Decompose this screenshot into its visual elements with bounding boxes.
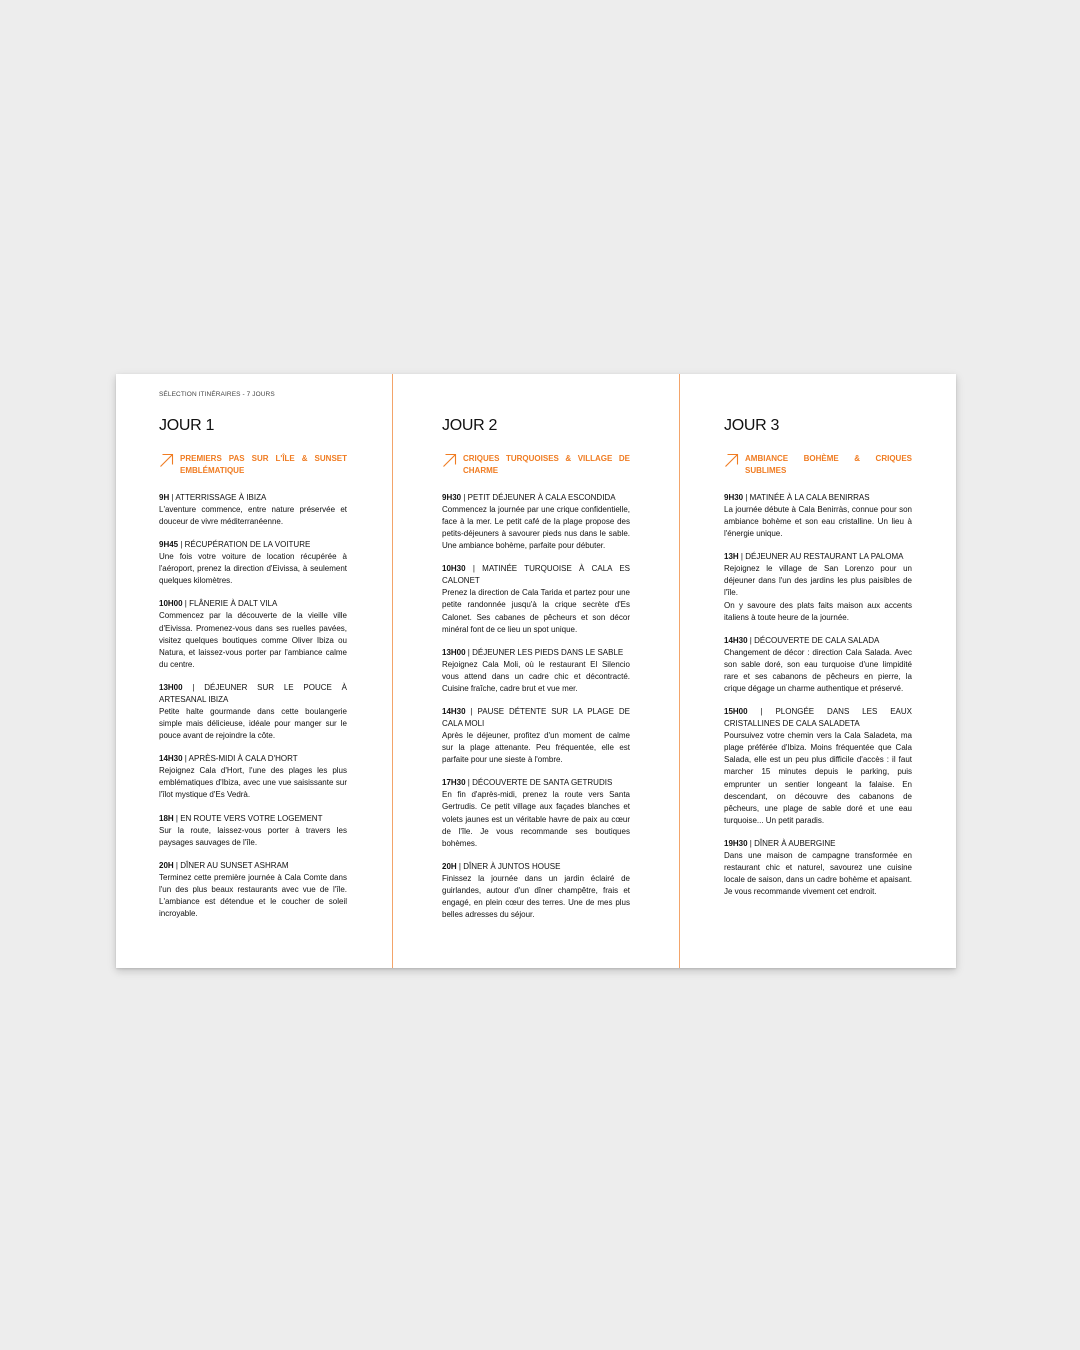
day-title: JOUR 2 (442, 417, 498, 434)
entry-label: | EN ROUTE VERS VOTRE LOGEMENT (173, 813, 323, 823)
entry-label: | MATINÉE TURQUOISE À CALA ES CALONET (442, 564, 630, 586)
entry-time: 19H30 (724, 838, 748, 848)
day-theme (442, 453, 630, 477)
entry-label: | PAUSE DÉTENTE SUR LA PLAGE DE CALA MOLI (442, 707, 630, 729)
entry-time: 17H30 (442, 778, 466, 788)
entry-heading (442, 647, 630, 659)
itinerary-entry (724, 492, 912, 540)
entry-heading (724, 635, 912, 647)
entry-heading (724, 706, 912, 730)
entry-heading (442, 777, 630, 789)
entry-time: 18H (159, 813, 174, 823)
entry-label: | APRÈS-MIDI À CALA D'HORT (182, 754, 298, 764)
entry-heading (159, 813, 347, 825)
entry-description: Après le déjeuner, profitez d'un moment de calme sur la plage attenante. Peu fréquentée, elle est parfaite pour une sieste à l'ombre. (442, 731, 630, 765)
column-divider (392, 374, 393, 968)
entry-heading (159, 682, 347, 706)
entry-description: Rejoignez Cala Moli, où le restaurant El Silencio vous attend dans un cadre chic et décontracté. Cuisine fraîche, cadre brut et vue mer. (442, 659, 630, 693)
entry-heading (159, 539, 347, 551)
entry-time: 13H00 (159, 682, 183, 692)
entry-heading (159, 753, 347, 765)
itinerary-entry (442, 492, 630, 552)
entry-time: 9H30 (442, 493, 462, 502)
day-theme (159, 453, 347, 477)
day-column-3 (724, 416, 912, 909)
itinerary-entry (159, 682, 347, 742)
entry-time: 20H (442, 861, 457, 871)
itinerary-entry (159, 539, 347, 587)
itinerary-entry (442, 706, 630, 766)
entry-label: | PETIT DÉJEUNER À CALA ESCONDIDA (461, 493, 616, 502)
itinerary-entry (724, 838, 912, 898)
entry-time: 13H00 (442, 647, 466, 657)
entry-description: Commencez la journée par une crique confidentielle, face à la mer. Le petit café de la plage propose des petits-déjeuners à savourer pieds nus dans le sable. Une ambiance bohème, parfaite pour débuter. (442, 505, 630, 551)
entry-description: Sur la route, laissez-vous porter à travers les paysages sauvages de l'île. (159, 825, 347, 847)
entry-label: | MATINÉE À LA CALA BENIRRAS (743, 493, 870, 502)
entry-label: | DÎNER À AUBERGINE (747, 838, 836, 848)
day-theme-text: PREMIERS PAS SUR L'ÎLE & SUNSET EMBLÉMATIQUE (180, 454, 347, 475)
itinerary-entry (159, 813, 347, 849)
entry-label: | DÉJEUNER LES PIEDS DANS LE SABLE (465, 647, 624, 657)
entry-time: 14H30 (442, 707, 466, 717)
entry-time: 15H00 (724, 707, 748, 717)
entry-description: Petite halte gourmande dans cette boulangerie simple mais délicieuse, idéale pour manger sur le pouce avant de rejoindre la côte. (159, 706, 347, 741)
itinerary-entry (159, 753, 347, 801)
entry-description: Poursuivez votre chemin vers la Cala Saladeta, ma plage préférée d'Ibiza. Moins fréquentée que Cala Salada, elle est un peu plus difficile d'accès : il faut marcher 15 minutes depuis le parking, puis emprunter un sentier longeant la falaise. En descendant, on découvre des cabanons de pêcheurs, une plage de sable doré et une eau turquoise... Un petit paradis. (724, 731, 912, 825)
entry-description: L'aventure commence, entre nature préservée et douceur de vivre méditerranéenne. (159, 505, 347, 527)
itinerary-entry (159, 860, 347, 920)
entry-label: | RÉCUPÉRATION DE LA VOITURE (178, 540, 311, 550)
day-theme-text: AMBIANCE BOHÈME & CRIQUES SUBLIMES (745, 454, 912, 475)
entry-heading (724, 492, 912, 504)
day-title: JOUR 1 (159, 417, 215, 434)
entry-heading (159, 860, 347, 872)
entry-heading (724, 551, 912, 563)
entry-description: Rejoignez Cala d'Hort, l'une des plages les plus emblématiques d'Ibiza, avec une vue saisissante sur l'îlot mystique d'Es Vedrà. (159, 766, 347, 800)
itinerary-entry (442, 647, 630, 695)
entry-label: | DÉCOUVERTE DE SANTA GETRUDIS (465, 778, 613, 788)
itinerary-entry (442, 563, 630, 635)
arrow-up-right-icon (724, 453, 739, 468)
entry-heading (442, 861, 630, 873)
day-theme-text: CRIQUES TURQUOISES & VILLAGE DE CHARME (463, 454, 630, 475)
entry-time: 9H30 (724, 493, 744, 502)
arrow-up-right-icon (159, 453, 174, 468)
entry-label: | DÎNER À JUNTOS HOUSE (456, 861, 561, 871)
entry-label: | DÉJEUNER AU RESTAURANT LA PALOMA (738, 552, 904, 562)
entry-description: La journée débute à Cala Benirràs, connue pour son ambiance bohème et son eau cristalline. Un lieu à l'énergie unique. (724, 505, 912, 539)
entry-label: | DÎNER AU SUNSET ASHRAM (173, 860, 289, 870)
entry-description: Dans une maison de campagne transformée en restaurant chic et naturel, savourez une cuisine locale de saison, dans un cadre bohème et apaisant. Je vous recommande vivement cet endroit. (724, 850, 912, 897)
entry-description: En fin d'après-midi, prenez la route vers Santa Gertrudis. Ce petit village aux façades blanches et volets jaunes est un véritable havre de paix au cœur de l'île. Je vous recommande ses boutiques bohèmes. (442, 790, 630, 848)
entry-label: | FLÂNERIE À DALT VILA (182, 599, 278, 609)
entry-heading (442, 706, 630, 730)
entry-time: 10H00 (159, 599, 183, 609)
entry-description: Une fois votre voiture de location récupérée à l'aéroport, prenez la direction d'Eivissa, à seulement quelques kilomètres. (159, 552, 347, 586)
entry-description: Commencez par la découverte de la vieille ville d'Eivissa. Promenez-vous dans ses ruelles pavées, visitez quelques boutiques comme Oliver Ibiza ou Natura, et laissez-vous porter par l'ambiance calme du centre. (159, 611, 347, 669)
entry-time: 9H45 (159, 540, 179, 550)
entry-description: Terminez cette première journée à Cala Comte dans l'un des plus beaux restaurants avec vue de l'île. L'ambiance est détendue et le coucher de soleil incroyable. (159, 872, 347, 918)
entry-description: Finissez la journée dans un jardin éclairé de guirlandes, autour d'un dîner champêtre, frais et engagé, en plein cœur des terres. Une de mes plus belles adresses du séjour. (442, 873, 630, 920)
entry-time: 20H (159, 860, 174, 870)
entry-label: | PLONGÉE DANS LES EAUX CRISTALLINES DE CALA SALADETA (724, 707, 912, 729)
entry-label: | ATTERRISSAGE À IBIZA (169, 493, 267, 502)
day-title: JOUR 3 (724, 417, 780, 434)
entry-time: 9H (159, 493, 170, 502)
entry-description: Changement de décor : direction Cala Salada. Avec son sable doré, son eau turquoise d'une limpidité rare et ses cabanons de pêcheurs en pierre, la crique dégage un charme authentique et préservé. (724, 647, 912, 694)
itinerary-entry (159, 598, 347, 670)
entry-label: | DÉCOUVERTE DE CALA SALADA (747, 635, 880, 645)
itinerary-entry (159, 492, 347, 528)
itinerary-entry (442, 861, 630, 921)
entry-heading (159, 598, 347, 610)
entry-heading (442, 563, 630, 587)
entry-label: | DÉJEUNER SUR LE POUCE À ARTESANAL IBIZA (159, 682, 347, 704)
entry-time: 14H30 (159, 754, 183, 764)
itinerary-entry (724, 551, 912, 623)
entry-description: Prenez la direction de Cala Tarida et partez pour une petite randonnée jusqu'à la crique secrète d'Es Calonet. Ses cabanes de pêcheurs et son décor minéral font de ce lieu un spot unique. (442, 588, 630, 634)
itinerary-entry (442, 777, 630, 849)
entry-heading (724, 838, 912, 850)
day-column-1 (159, 416, 347, 931)
entry-time: 14H30 (724, 635, 748, 645)
document-header: SÉLECTION ITINÉRAIRES - 7 JOURS (159, 391, 275, 398)
itinerary-brochure (116, 374, 956, 968)
day-theme (724, 453, 912, 477)
entry-time: 13H (724, 552, 739, 562)
itinerary-entry (724, 635, 912, 695)
arrow-up-right-icon (442, 453, 457, 468)
entry-heading (442, 492, 630, 504)
entry-heading (159, 492, 347, 504)
entry-time: 10H30 (442, 564, 466, 574)
day-column-2 (442, 416, 630, 932)
column-divider (679, 374, 680, 968)
entry-description: Rejoignez le village de San Lorenzo pour un déjeuner dans l'un des jardins les plus paisibles de l'île. On y savoure des plats faits maison aux accents italiens à toute heure de la journée. (724, 564, 912, 622)
itinerary-entry (724, 706, 912, 827)
